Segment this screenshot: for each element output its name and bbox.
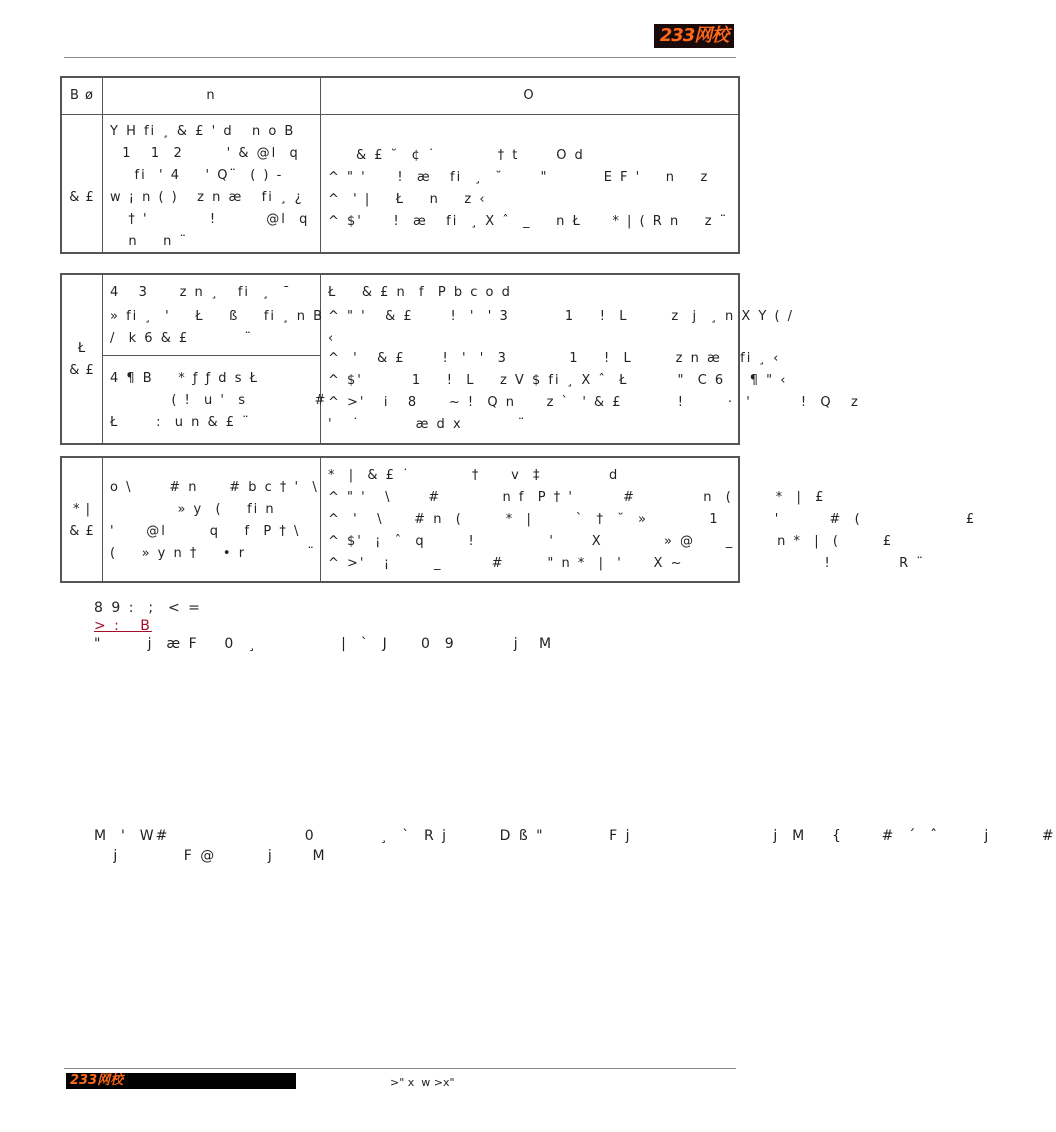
- cell-text: ^ ' & £ ! ' ' 3 1 ! L z n æ fi ¸ ‹: [328, 351, 781, 366]
- header-col-1: B ø: [69, 88, 94, 103]
- cell-text: ^ " ' ! æ fi ¸ ˘ " E F ' n z: [328, 170, 710, 185]
- cell-text: ' @l q f P † \: [110, 524, 301, 539]
- cell-text: / k 6 & £ ¨: [110, 331, 253, 346]
- note-line: 8 9 : ; < =: [94, 600, 202, 616]
- cell-text: ^ $' ¡ ˆ q ! ' X » @ _ n * | ( £: [328, 534, 894, 549]
- cell-text: ^ " ' & £ ! ' ' 3 1 ! L z j ¸ n X Y ( /: [328, 309, 795, 324]
- note-line: > : B: [94, 618, 152, 634]
- brand-logo: 233网校: [654, 24, 734, 48]
- cell-text: & £ ˘ ¢ ˙ † t O d: [356, 148, 585, 163]
- cell-text: ^ ' | Ł n z ‹: [328, 192, 487, 207]
- cell-text: ( » y n † • r ¨: [110, 546, 316, 561]
- cell-text: » y ( fi n: [110, 502, 276, 517]
- page-number: >" x w >x": [390, 1076, 455, 1089]
- cell-text: ^ $' 1 ! L z V $ fi ¸ X ˆ Ł " C 6 ¶ " ‹: [328, 373, 788, 388]
- row-label: & £: [69, 190, 95, 205]
- table-2: [60, 273, 860, 445]
- cell-text: ' ˙ æ d x ¨: [328, 417, 527, 432]
- footer-logo: 233网校: [66, 1073, 296, 1089]
- header-col-3: O: [523, 88, 535, 103]
- header-col-2: n: [206, 88, 216, 103]
- cell-text: ( ! u ' s #: [110, 393, 328, 408]
- paragraph-line: j F @ j M: [94, 848, 327, 864]
- cell-text: ^ $' ! æ fi ¸ X ˆ _ n Ł * | ( R n z ¨: [328, 214, 729, 229]
- row-label: & £: [69, 524, 95, 539]
- paragraph-line: M ' W# 0 ¸ ` R j D ß " F j j M { # ´ ˆ j #: [94, 828, 1056, 844]
- cell-text: 4 3 z n ¸ fi ¸ ˉ: [110, 285, 292, 300]
- cell-text: ^ ' \ # n ( * | ` † ˘ » 1 ' # ( £: [328, 512, 977, 527]
- cell-text: w ¡ n ( ) z n æ fi ¸ ¿: [110, 190, 304, 205]
- cell-text: o \ # n # b c † ' \: [110, 480, 319, 495]
- row-label: * |: [72, 502, 91, 517]
- cell-text: ^ >' i 8 ~ ! Q n z ` ' & £ ! · ' ! Q z: [328, 395, 860, 410]
- cell-text: Ł & £ n f P b c o d: [328, 285, 512, 300]
- table-3: [60, 456, 977, 583]
- cell-text: 4 ¶ B * ƒ ƒ d s Ł: [110, 371, 259, 386]
- note-line: " j æ F 0 ¸ | ` J 0 9 j M: [94, 636, 554, 652]
- cell-text: » fi ¸ ' Ł ß fi ¸ n B: [110, 309, 325, 324]
- header-rule: [64, 57, 736, 58]
- row-label: & £: [69, 363, 95, 378]
- cell-text: ^ " ' \ # n f P † ' # n ( * | £: [328, 490, 826, 505]
- table-1: [60, 76, 740, 254]
- cell-text: 1 1 2 ' & @l q: [110, 146, 300, 161]
- cell-text: Y H fi ¸ & £ ' d n o B: [110, 124, 296, 139]
- cell-text: * | & £ ˙ † v ‡ d: [328, 468, 620, 483]
- row-label: Ł: [77, 341, 87, 356]
- cell-text: Ł : u n & £ ¨: [110, 415, 251, 430]
- cell-text: n n ¨: [110, 234, 189, 249]
- cell-text: fi ' 4 ' Q¨ ( ) -: [110, 168, 284, 183]
- footer-rule: [64, 1068, 736, 1069]
- cell-text: † ' ! @l q: [110, 212, 310, 227]
- cell-text: ^ >' ¡ _ # " n * | ' X ~ ! R ¨: [328, 556, 925, 571]
- cell-text: ‹: [328, 331, 336, 346]
